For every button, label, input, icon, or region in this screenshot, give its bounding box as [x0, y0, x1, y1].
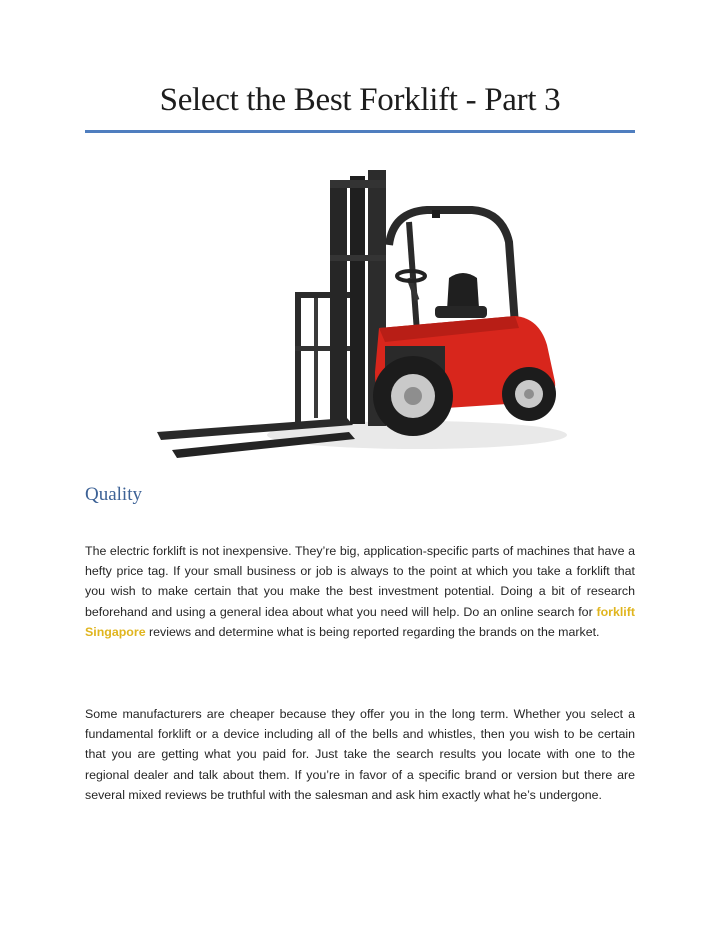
page-title: Select the Best Forklift - Part 3: [159, 82, 561, 118]
paragraph-2: Some manufacturers are cheaper because they offer you in the long term. Whether you select a fundamental forklift or a device including all of the bells and whistles, then you wish to be certain that you are getting what you paid for. Just take the search results you locate with one to the regional dealer and talk about them. If you’re in favor of a specific brand or version but there are several mixed reviews be truthful with the salesman and ask him exactly what he’s undergone.: [85, 707, 635, 802]
paragraph-1-text-start: The electric forklift is not inexpensive. They’re big, application-specific parts of machines that have a hefty price tag. If your small business or job is always to the point at which you take a forklift that you wish to make certain that you make the best investment potential. Doing a bit of research beforehand and using a general idea about what you need will help. Do an online search for: [85, 544, 635, 619]
section-heading: Quality: [85, 484, 142, 505]
forklift-singapore-link[interactable]: forklift Singapore: [85, 604, 635, 639]
title-divider: [85, 130, 635, 133]
paragraph-1-text-end: reviews and determine what is being reported regarding the brands on the market.: [145, 624, 600, 639]
paragraph-1: [85, 541, 635, 642]
forklift-photo: [117, 150, 603, 470]
